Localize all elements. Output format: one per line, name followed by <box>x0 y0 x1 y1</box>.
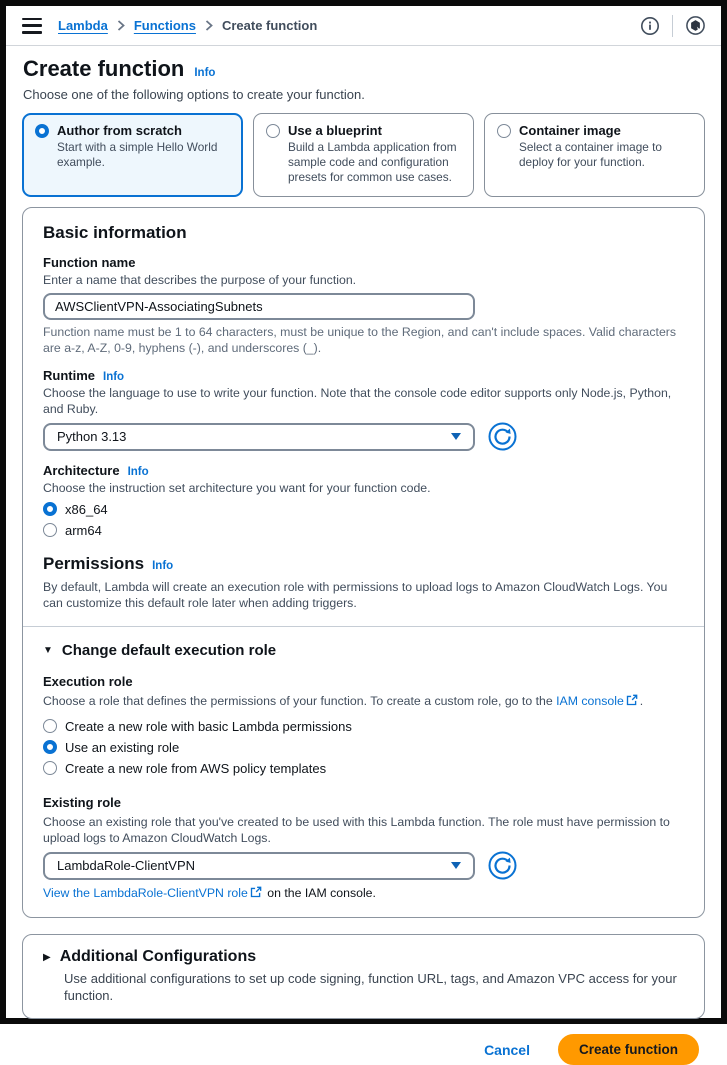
runtime-select[interactable] <box>43 423 475 451</box>
amazon-q-icon[interactable] <box>683 14 707 38</box>
radio-author-from-scratch[interactable] <box>35 124 49 138</box>
breadcrumb-create-function: Create function <box>221 18 318 33</box>
external-link-icon <box>250 886 262 901</box>
execution-role-option-label: Use an existing role <box>65 739 180 755</box>
top-navigation-bar <box>6 6 721 46</box>
topbar-actions <box>638 14 707 38</box>
permissions-heading: Permissions <box>43 554 145 573</box>
view-role-link[interactable]: View the LambdaRole-ClientVPN role <box>43 886 248 900</box>
option-card-container-image[interactable] <box>484 113 705 197</box>
page-title-info-link[interactable]: Info <box>194 67 216 79</box>
function-name-field <box>43 255 684 356</box>
architecture-option-label: x86_64 <box>65 501 108 517</box>
radio-arm64[interactable] <box>43 523 57 537</box>
cancel-button[interactable]: Cancel <box>484 1041 530 1058</box>
breadcrumb-lambda[interactable]: Lambda <box>58 18 108 33</box>
caret-down-icon: ▼ <box>43 645 53 656</box>
change-default-execution-role-toggle[interactable] <box>43 642 684 659</box>
function-name-constraint: Function name must be 1 to 64 characters, must be unique to the Region, and can't include spaces. Valid characters are a-z, A-Z, 0-9, hyphens (-), and underscores (_). <box>43 325 677 355</box>
additional-configurations-panel <box>22 934 705 1019</box>
architecture-label: Architecture <box>43 463 120 478</box>
radio-use-existing-role[interactable] <box>43 740 57 754</box>
existing-role-field <box>43 794 684 901</box>
view-role-link-suffix: on the IAM console. <box>263 886 376 900</box>
form-actions <box>6 1019 721 1065</box>
external-link-icon <box>626 694 638 710</box>
info-circle-icon[interactable] <box>638 14 662 38</box>
runtime-info-link[interactable]: Info <box>103 371 125 383</box>
function-name-description: Enter a name that describes the purpose of your function. <box>43 273 357 287</box>
change-default-execution-role-title: Change default execution role <box>61 642 277 659</box>
existing-role-select-value: LambdaRole-ClientVPN <box>57 858 196 873</box>
caret-down-icon <box>451 862 461 869</box>
execution-role-description-text: Choose a role that defines the permissions of your function. To create a custom role, go to the <box>43 694 557 708</box>
option-card-description: Start with a simple Hello World example. <box>57 140 218 169</box>
page-title: Create function <box>23 56 185 81</box>
existing-role-select[interactable] <box>43 852 475 880</box>
additional-configurations-description: Use additional configurations to set up code signing, function URL, tags, and Amazon VPC access for your function. <box>64 971 677 1003</box>
existing-role-description: Choose an existing role that you've created to be used with this Lambda function. The role must have permission to upload logs to Amazon CloudWatch Logs. <box>43 815 670 845</box>
execution-role-description <box>43 693 684 710</box>
option-card-author-from-scratch[interactable] <box>22 113 243 197</box>
runtime-select-value: Python 3.13 <box>57 429 127 444</box>
existing-role-label: Existing role <box>43 795 122 810</box>
breadcrumb-functions[interactable]: Functions <box>133 18 196 33</box>
iam-console-link[interactable]: IAM console <box>556 694 624 708</box>
architecture-option-x86-64[interactable] <box>43 501 684 517</box>
page-subtitle: Choose one of the following options to create your function. <box>23 87 365 102</box>
additional-configurations-toggle[interactable] <box>43 948 684 966</box>
function-name-label: Function name <box>43 255 136 270</box>
hamburger-menu-icon[interactable] <box>22 18 42 34</box>
section-divider <box>23 626 704 627</box>
breadcrumb <box>58 18 638 33</box>
architecture-option-label: arm64 <box>65 522 102 538</box>
execution-role-description-period: . <box>639 694 644 708</box>
basic-information-panel <box>22 207 705 918</box>
radio-x86-64[interactable] <box>43 502 57 516</box>
execution-role-option-existing[interactable] <box>43 739 684 755</box>
existing-role-refresh-icon[interactable] <box>488 851 517 880</box>
creation-option-cards <box>22 113 705 197</box>
option-card-title: Container image <box>519 123 621 138</box>
chevron-right-icon <box>117 20 125 31</box>
option-card-use-a-blueprint[interactable] <box>253 113 474 197</box>
radio-use-a-blueprint[interactable] <box>266 124 280 138</box>
execution-role-option-label: Create a new role with basic Lambda permissions <box>65 718 352 734</box>
basic-information-heading: Basic information <box>43 223 187 242</box>
caret-right-icon: ▶ <box>43 951 51 963</box>
radio-new-role-policy-templates[interactable] <box>43 761 57 775</box>
function-name-input[interactable] <box>43 293 475 320</box>
execution-role-field <box>43 673 684 776</box>
view-role-link-line <box>43 886 684 901</box>
permissions-info-link[interactable]: Info <box>152 560 174 572</box>
create-function-button[interactable]: Create function <box>558 1034 699 1065</box>
execution-role-option-new-basic[interactable] <box>43 718 684 734</box>
architecture-option-arm64[interactable] <box>43 522 684 538</box>
additional-configurations-title: Additional Configurations <box>59 948 257 965</box>
page-header <box>6 46 721 102</box>
runtime-description: Choose the language to use to write your function. Note that the console code editor supports only Node.js, Python, and Ruby. <box>43 386 672 416</box>
option-card-description: Select a container image to deploy for your function. <box>519 140 662 169</box>
radio-create-new-role-basic[interactable] <box>43 719 57 733</box>
execution-role-option-label: Create a new role from AWS policy templates <box>65 760 327 776</box>
runtime-label: Runtime <box>43 368 95 383</box>
runtime-refresh-icon[interactable] <box>488 422 517 451</box>
option-card-description: Build a Lambda application from sample code and configuration presets for common use cases. <box>288 140 457 184</box>
caret-down-icon <box>451 433 461 440</box>
architecture-description: Choose the instruction set architecture you want for your function code. <box>43 481 431 495</box>
permissions-section <box>43 554 684 611</box>
radio-container-image[interactable] <box>497 124 511 138</box>
topbar-divider <box>672 15 673 37</box>
architecture-field <box>43 463 684 538</box>
execution-role-option-policy-templates[interactable] <box>43 760 684 776</box>
option-card-title: Use a blueprint <box>288 123 382 138</box>
option-card-title: Author from scratch <box>57 123 182 138</box>
execution-role-label: Execution role <box>43 674 133 689</box>
chevron-right-icon <box>205 20 213 31</box>
runtime-field <box>43 368 684 451</box>
permissions-description: By default, Lambda will create an execution role with permissions to upload logs to Amazon CloudWatch Logs. You can customize this default role later when adding triggers. <box>43 580 668 610</box>
architecture-info-link[interactable]: Info <box>127 466 149 478</box>
